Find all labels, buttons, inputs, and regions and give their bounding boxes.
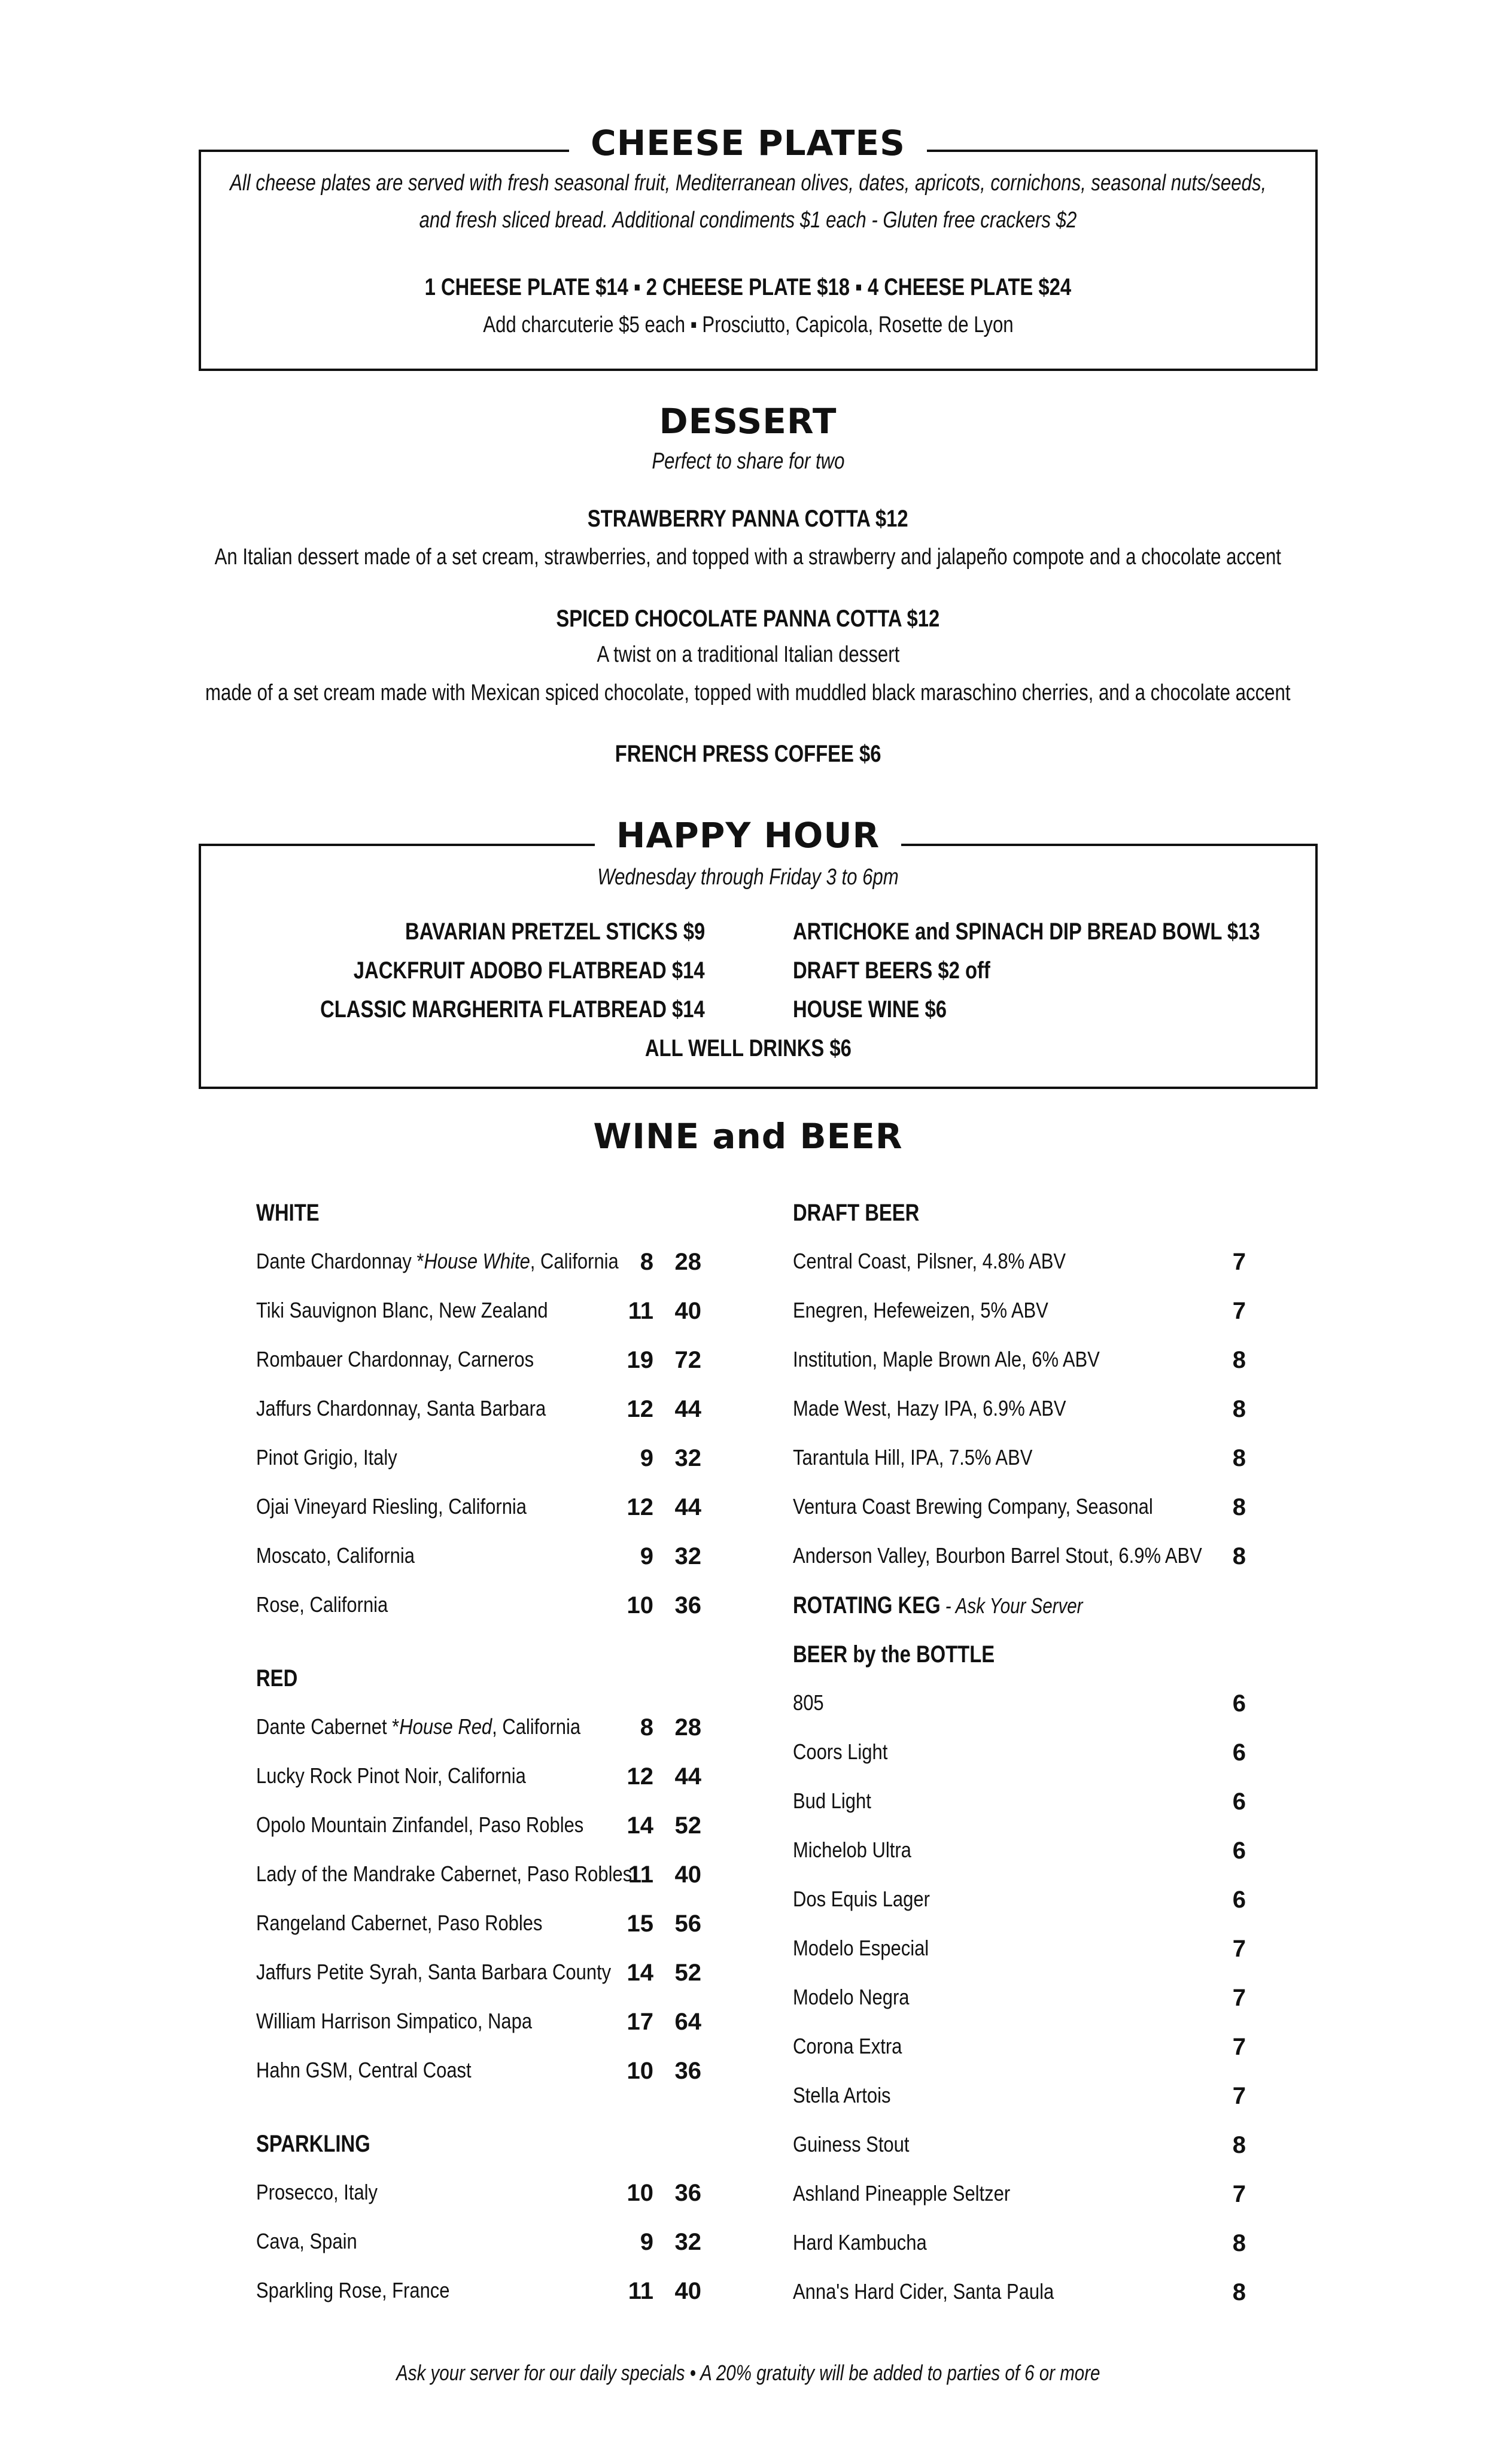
dessert-item3-name-text: FRENCH PRESS COFFEE $6 — [615, 741, 881, 767]
beer-price: 7 — [1232, 1249, 1246, 1275]
dessert-subtitle-text: Perfect to share for two — [651, 449, 845, 474]
beer-price: 6 — [1232, 1838, 1246, 1864]
hh-bottom-item-text: ALL WELL DRINKS $6 — [644, 1035, 852, 1061]
wine-name-italic: House Red — [399, 1714, 492, 1739]
wine-name — [256, 1543, 415, 1568]
glass-price: 11 — [628, 1861, 653, 1888]
beer-row — [793, 1838, 1252, 1887]
hh-right-item-2 — [793, 957, 1033, 984]
beer-name: Made West, Hazy IPA, 6.9% ABV — [793, 1396, 1066, 1420]
hh-left-item-1 — [339, 918, 705, 945]
wine-name — [256, 1298, 548, 1323]
beer-row — [793, 1396, 1252, 1445]
beer-row — [793, 1494, 1252, 1543]
wine-row — [256, 1347, 707, 1396]
hh-left-item-2 — [276, 957, 705, 984]
draft-beer-heading-text: DRAFT BEER — [793, 1200, 920, 1226]
bottle-price: 44 — [674, 1763, 701, 1790]
wine-name-text: Ojai Vineyard Riesling, California — [256, 1494, 527, 1519]
hh-right-item-1 — [793, 918, 1363, 945]
beer-row — [793, 1445, 1252, 1494]
sparkling-wine-heading-text: SPARKLING — [256, 2131, 370, 2157]
wine-row — [256, 1812, 707, 1861]
glass-price: 11 — [628, 1298, 653, 1324]
beer-price: 7 — [1232, 1298, 1246, 1324]
bottle-price: 44 — [674, 1494, 701, 1520]
red-wine-heading-text: RED — [256, 1665, 298, 1692]
dessert-item3-name — [0, 741, 1496, 768]
bottle-price: 28 — [674, 1714, 701, 1741]
cheese-desc-line2 — [0, 208, 1496, 233]
beer-price: 7 — [1232, 2034, 1246, 2060]
hh-left-item-2-text: JACKFRUIT ADOBO FLATBREAD $14 — [354, 957, 705, 984]
wine-row — [256, 1543, 707, 1592]
glass-price: 14 — [627, 1960, 653, 1986]
rotating-keg — [793, 1592, 1147, 1619]
beer-price: 8 — [1232, 1494, 1246, 1520]
glass-price: 10 — [627, 2180, 653, 2206]
dessert-item2-desc1 — [0, 642, 1496, 668]
sparkling-wine-heading — [256, 2131, 396, 2158]
cheese-plate-prices-text: 1 CHEESE PLATE $14 ▪ 2 CHEESE PLATE $18 ▪ 4 CHEESE PLATE $24 — [424, 274, 1072, 300]
hh-bottom-item — [0, 1035, 1496, 1062]
bottle-price: 36 — [674, 1592, 701, 1619]
glass-price: 12 — [627, 1494, 653, 1520]
rotating-keg-note: - Ask Your Server — [940, 1593, 1083, 1618]
bottle-price: 72 — [674, 1347, 701, 1373]
wine-name — [256, 1445, 397, 1470]
wine-name-text: Jaffurs Chardonnay, Santa Barbara — [256, 1396, 546, 1420]
beer-name: Enegren, Hefeweizen, 5% ABV — [793, 1298, 1048, 1322]
beer-row — [793, 1347, 1252, 1396]
beer-price: 8 — [1232, 1445, 1246, 1471]
glass-price: 14 — [627, 1812, 653, 1839]
wine-row — [256, 2278, 707, 2327]
wine-name-text: Dante Cabernet * — [256, 1714, 400, 1739]
beer-price: 6 — [1232, 1690, 1246, 1717]
bottle-price: 32 — [674, 1543, 701, 1569]
dessert-item2-desc2 — [0, 680, 1496, 706]
wine-name — [256, 2278, 450, 2303]
beer-name: Dos Equis Lager — [793, 1887, 930, 1911]
wine-name-text: Moscato, California — [256, 1543, 415, 1568]
beer-row — [793, 1887, 1252, 1936]
bottle-price: 32 — [674, 1445, 701, 1471]
wine-name — [256, 1911, 542, 1936]
wine-name — [256, 2229, 357, 2254]
dessert-item2-desc2-text: made of a set cream made with Mexican spiced chocolate, topped with muddled black maraschino cherries, and a chocolate accent — [205, 680, 1291, 705]
wine-name — [256, 2180, 378, 2205]
beer-name: Modelo Negra — [793, 1985, 910, 2009]
wine-name-text: Cava, Spain — [256, 2229, 357, 2253]
wine-name-text: William Harrison Simpatico, Napa — [256, 2009, 533, 2033]
wine-row — [256, 1592, 707, 1641]
wine-name-text: Hahn GSM, Central Coast — [256, 2058, 472, 2082]
beer-name: 805 — [793, 1690, 824, 1715]
beer-name: Ashland Pineapple Seltzer — [793, 2181, 1011, 2206]
glass-price: 8 — [640, 1714, 653, 1741]
wine-name — [256, 1763, 526, 1788]
wine-name-text: Sparkling Rose, France — [256, 2278, 450, 2302]
beer-row — [793, 1936, 1252, 1985]
red-wine-heading — [256, 1665, 306, 1692]
white-wine-heading-text: WHITE — [256, 1200, 320, 1226]
beer-row — [793, 2083, 1252, 2132]
wine-row — [256, 2229, 707, 2278]
dessert-item1-desc — [0, 544, 1496, 570]
beer-price: 6 — [1232, 1788, 1246, 1815]
hh-left-item-3 — [236, 996, 705, 1023]
footer-note-text: Ask your server for our daily specials • A 20% gratuity will be added to parties of 6 or more — [396, 2360, 1100, 2385]
wine-name-text: Opolo Mountain Zinfandel, Paso Robles — [256, 1812, 584, 1837]
bottle-price: 40 — [674, 2278, 701, 2304]
wine-name — [256, 1960, 611, 1985]
beer-name: Modelo Especial — [793, 1936, 929, 1960]
beer-price: 8 — [1232, 1347, 1246, 1373]
glass-price: 19 — [627, 1347, 653, 1373]
wine-name — [256, 1249, 619, 1274]
wine-row — [256, 2058, 707, 2107]
wine-row — [256, 2180, 707, 2229]
beer-row — [793, 2181, 1252, 2230]
beer-name: Guiness Stout — [793, 2132, 910, 2156]
beer-row — [793, 1298, 1252, 1347]
glass-price: 9 — [640, 1543, 653, 1569]
beer-row — [793, 1739, 1252, 1788]
wine-name-text: Prosecco, Italy — [256, 2180, 378, 2204]
wine-name-text: Lucky Rock Pinot Noir, California — [256, 1763, 526, 1788]
hh-left-item-1-text: BAVARIAN PRETZEL STICKS $9 — [405, 918, 705, 945]
hh-right-item-2-text: DRAFT BEERS $2 off — [793, 957, 990, 984]
wine-row — [256, 1714, 707, 1763]
wine-name-text: Rangeland Cabernet, Paso Robles — [256, 1911, 543, 1935]
dessert-item1-desc-text: An Italian dessert made of a set cream, strawberries, and topped with a strawberry and jalapeño compote and a chocolate accent — [214, 544, 1282, 570]
wine-beer-title: WINE and BEER — [593, 1116, 903, 1157]
beer-price: 8 — [1232, 2230, 1246, 2256]
beer-price: 8 — [1232, 2132, 1246, 2158]
wine-name-text: Dante Chardonnay * — [256, 1249, 424, 1273]
dessert-title: DESSERT — [659, 401, 837, 442]
wine-name — [256, 1592, 388, 1617]
cheese-desc-line2-text: and fresh sliced bread. Additional condiments $1 each - Gluten free crackers $2 — [419, 208, 1077, 233]
beer-name: Tarantula Hill, IPA, 7.5% ABV — [793, 1445, 1033, 1470]
wine-row — [256, 1960, 707, 2009]
hh-right-item-3-text: HOUSE WINE $6 — [793, 996, 947, 1023]
wine-name — [256, 1812, 583, 1838]
bottle-price: 36 — [674, 2180, 701, 2206]
bottle-price: 52 — [674, 1812, 701, 1839]
beer-row — [793, 2132, 1252, 2181]
glass-price: 12 — [627, 1396, 653, 1422]
beer-name: Corona Extra — [793, 2034, 902, 2058]
hh-right-item-1-text: ARTICHOKE and SPINACH DIP BREAD BOWL $13 — [793, 918, 1260, 945]
wine-row — [256, 2009, 707, 2058]
happy-hour-subtitle — [0, 865, 1496, 890]
beer-price: 6 — [1232, 1739, 1246, 1766]
wine-name-italic: House White — [424, 1249, 530, 1273]
wine-name-text: Pinot Grigio, Italy — [256, 1445, 397, 1470]
beer-row — [793, 2279, 1252, 2328]
cheese-charcuterie-text: Add charcuterie $5 each ▪ Prosciutto, Capicola, Rosette de Lyon — [482, 312, 1014, 337]
rotating-keg-inner — [793, 1592, 1083, 1619]
wine-row — [256, 1396, 707, 1445]
wine-row — [256, 1911, 707, 1960]
bottle-price: 64 — [674, 2009, 701, 2035]
wine-name — [256, 2009, 532, 2034]
dessert-item1-name-text: STRAWBERRY PANNA COTTA $12 — [588, 506, 908, 532]
bottle-beer-heading-text: BEER by the BOTTLE — [793, 1641, 995, 1668]
glass-price: 17 — [627, 2009, 653, 2035]
beer-row — [793, 1690, 1252, 1739]
glass-price: 10 — [627, 1592, 653, 1619]
bottle-price: 44 — [674, 1396, 701, 1422]
happy-hour-subtitle-text: Wednesday through Friday 3 to 6pm — [597, 865, 899, 890]
wine-row — [256, 1861, 707, 1911]
wine-name-suffix: , California — [530, 1249, 619, 1273]
beer-row — [793, 1249, 1252, 1298]
dessert-item2-name — [0, 606, 1496, 632]
footer-note — [0, 2360, 1496, 2386]
bottle-price: 40 — [674, 1298, 701, 1324]
beer-name: Stella Artois — [793, 2083, 891, 2107]
dessert-subtitle — [0, 449, 1496, 474]
bottle-price: 40 — [674, 1861, 701, 1888]
glass-price: 9 — [640, 1445, 653, 1471]
hh-left-item-3-text: CLASSIC MARGHERITA FLATBREAD $14 — [320, 996, 705, 1023]
wine-row — [256, 1763, 707, 1812]
white-wine-heading — [256, 1200, 333, 1227]
bottle-price: 56 — [674, 1911, 701, 1937]
wine-name — [256, 1347, 534, 1372]
wine-row — [256, 1445, 707, 1494]
bottle-price: 52 — [674, 1960, 701, 1986]
cheese-charcuterie — [0, 312, 1496, 338]
cheese-plates-title: CHEESE PLATES — [569, 123, 927, 163]
wine-name-text: Tiki Sauvignon Blanc, New Zealand — [256, 1298, 548, 1322]
hh-right-item-3 — [793, 996, 980, 1023]
glass-price: 12 — [627, 1763, 653, 1790]
wine-row — [256, 1494, 707, 1543]
wine-name — [256, 1396, 546, 1421]
wine-name-text: Rose, California — [256, 1592, 388, 1617]
glass-price: 11 — [628, 2278, 653, 2304]
beer-name: Central Coast, Pilsner, 4.8% ABV — [793, 1249, 1066, 1273]
bottle-beer-heading — [793, 1641, 1039, 1668]
beer-name: Institution, Maple Brown Ale, 6% ABV — [793, 1347, 1100, 1371]
beer-row — [793, 2230, 1252, 2279]
dessert-item1-name — [0, 506, 1496, 533]
beer-name: Anderson Valley, Bourbon Barrel Stout, 6.9% ABV — [793, 1543, 1202, 1568]
cheese-plate-prices — [0, 274, 1496, 301]
beer-name: Bud Light — [793, 1788, 871, 1813]
rotating-keg-label: ROTATING KEG — [793, 1592, 941, 1619]
beer-price: 8 — [1232, 1396, 1246, 1422]
beer-row — [793, 1985, 1252, 2034]
beer-price: 7 — [1232, 2083, 1246, 2109]
wine-row — [256, 1298, 707, 1347]
bottle-price: 36 — [674, 2058, 701, 2084]
beer-name: Anna's Hard Cider, Santa Paula — [793, 2279, 1054, 2304]
wine-name-suffix: , California — [492, 1714, 581, 1739]
beer-price: 7 — [1232, 2181, 1246, 2207]
wine-name-text: Jaffurs Petite Syrah, Santa Barbara County — [256, 1960, 612, 1984]
wine-name-text: Rombauer Chardonnay, Carneros — [256, 1347, 534, 1371]
beer-price: 6 — [1232, 1887, 1246, 1913]
wine-name-text: Lady of the Mandrake Cabernet, Paso Robles — [256, 1861, 633, 1886]
beer-price: 7 — [1232, 1985, 1246, 2011]
glass-price: 15 — [627, 1911, 653, 1937]
dessert-item2-name-text: SPICED CHOCOLATE PANNA COTTA $12 — [556, 606, 940, 632]
beer-row — [793, 2034, 1252, 2083]
beer-name: Michelob Ultra — [793, 1838, 911, 1862]
cheese-plates-title-wrap — [0, 123, 1496, 163]
beer-name: Hard Kambucha — [793, 2230, 927, 2255]
wine-name — [256, 1861, 632, 1887]
glass-price: 9 — [640, 2229, 653, 2255]
bottle-price: 28 — [674, 1249, 701, 1275]
beer-row — [793, 1543, 1252, 1592]
wine-name — [256, 1494, 527, 1519]
beer-name: Coors Light — [793, 1739, 888, 1764]
cheese-desc-line1-text: All cheese plates are served with fresh seasonal fruit, Mediterranean olives, dates, apricots, cornichons, seasonal nuts/seeds, — [229, 171, 1267, 196]
cheese-desc-line1 — [0, 171, 1496, 196]
draft-beer-heading — [793, 1200, 947, 1227]
beer-price: 8 — [1232, 1543, 1246, 1569]
wine-name — [256, 2058, 472, 2083]
dessert-item2-desc1-text: A twist on a traditional Italian dessert — [597, 642, 899, 667]
wine-name — [256, 1714, 580, 1739]
glass-price: 10 — [627, 2058, 653, 2084]
bottle-price: 32 — [674, 2229, 701, 2255]
wine-row — [256, 1249, 707, 1298]
glass-price: 8 — [640, 1249, 653, 1275]
beer-name: Ventura Coast Brewing Company, Seasonal — [793, 1494, 1153, 1519]
happy-hour-title-wrap — [0, 815, 1496, 856]
beer-price: 8 — [1232, 2279, 1246, 2305]
beer-price: 7 — [1232, 1936, 1246, 1962]
beer-row — [793, 1788, 1252, 1838]
happy-hour-title: HAPPY HOUR — [595, 815, 901, 856]
